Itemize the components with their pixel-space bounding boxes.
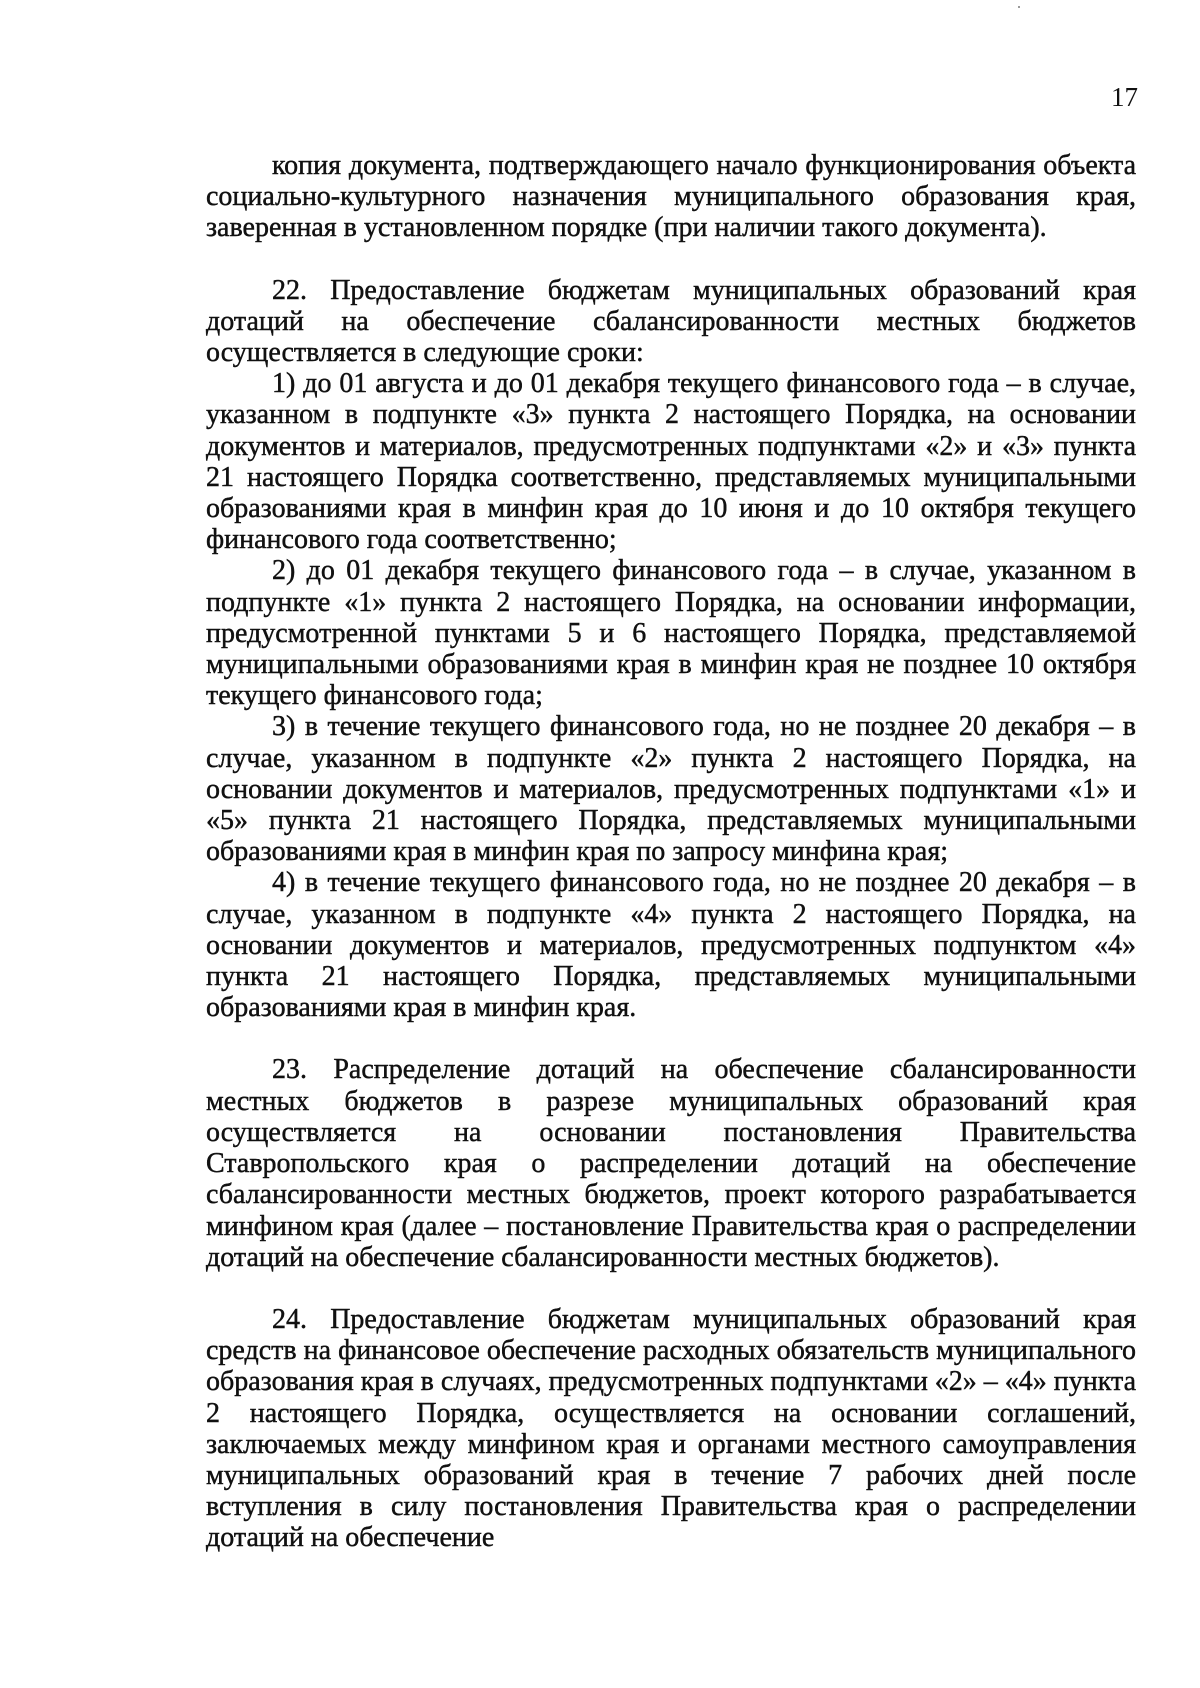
- page-number: 17: [1111, 82, 1138, 112]
- scan-speck: [1018, 6, 1020, 8]
- document-body: [206, 150, 1136, 1554]
- paragraph-23: 23. Распределение дотаций на обеспечение сбалансированности местных бюджетов в разрезе муниципальных образований края осуществляется на основании постановления Правительства Ставропольского края о распределении дотаций на обеспечение сбалансированности местных бюджетов, проект которого разрабатывается минфином края (далее – постановление Правительства края о распределении дотаций на обеспечение сбалансированности местных бюджетов).: [206, 1054, 1136, 1273]
- paragraph-continuation: копия документа, подтверждающего начало функционирования объекта социально-культурного назначения муниципального образования края, заверенная в установленном порядке (при наличии такого документа).: [206, 150, 1136, 244]
- paragraph-22-item-3: 3) в течение текущего финансового года, но не позднее 20 декабря – в случае, указанном в подпункте «2» пункта 2 настоящего Порядка, на основании документов и материалов, предусмотренных подпунктами «1» и «5» пункта 21 настоящего Порядка, представляемых муниципальными образованиями края в минфин края по запросу минфина края;: [206, 711, 1136, 868]
- paragraph-22-item-1: 1) до 01 августа и до 01 декабря текущего финансового года – в случае, указанном в подпункте «3» пункта 2 настоящего Порядка, на основании документов и материалов, предусмотренных подпунктами «2» и «3» пункта 21 настоящего Порядка соответственно, представляемых муниципальными образованиями края в минфин края до 10 июня и до 10 октября текущего финансового года соответственно;: [206, 368, 1136, 556]
- paragraph-22-item-2: 2) до 01 декабря текущего финансового года – в случае, указанном в подпункте «1» пункта 2 настоящего Порядка, на основании информации, предусмотренной пунктами 5 и 6 настоящего Порядка, представляемой муниципальными образованиями края в минфин края не позднее 10 октября текущего финансового года;: [206, 555, 1136, 712]
- paragraph-22: 22. Предоставление бюджетам муниципальных образований края дотаций на обеспечение сбалансированности местных бюджетов осуществляется в следующие сроки:: [206, 274, 1136, 369]
- paragraph-22-item-4: 4) в течение текущего финансового года, но не позднее 20 декабря – в случае, указанном в подпункте «4» пункта 2 настоящего Порядка, на основании документов и материалов, предусмотренных подпунктом «4» пункта 21 настоящего Порядка, представляемых муниципальными образованиями края в минфин края.: [206, 867, 1136, 1024]
- paragraph-24: 24. Предоставление бюджетам муниципальных образований края средств на финансовое обеспечение расходных обязательств муниципального образования края в случаях, предусмотренных подпунктами «2» – «4» пункта 2 настоящего Порядка, осуществляется на основании соглашений, заключаемых между минфином края и органами местного самоуправления муниципальных образований края в течение 7 рабочих дней после вступления в силу постановления Правительства края о распределении дотаций на обеспечение: [206, 1303, 1137, 1554]
